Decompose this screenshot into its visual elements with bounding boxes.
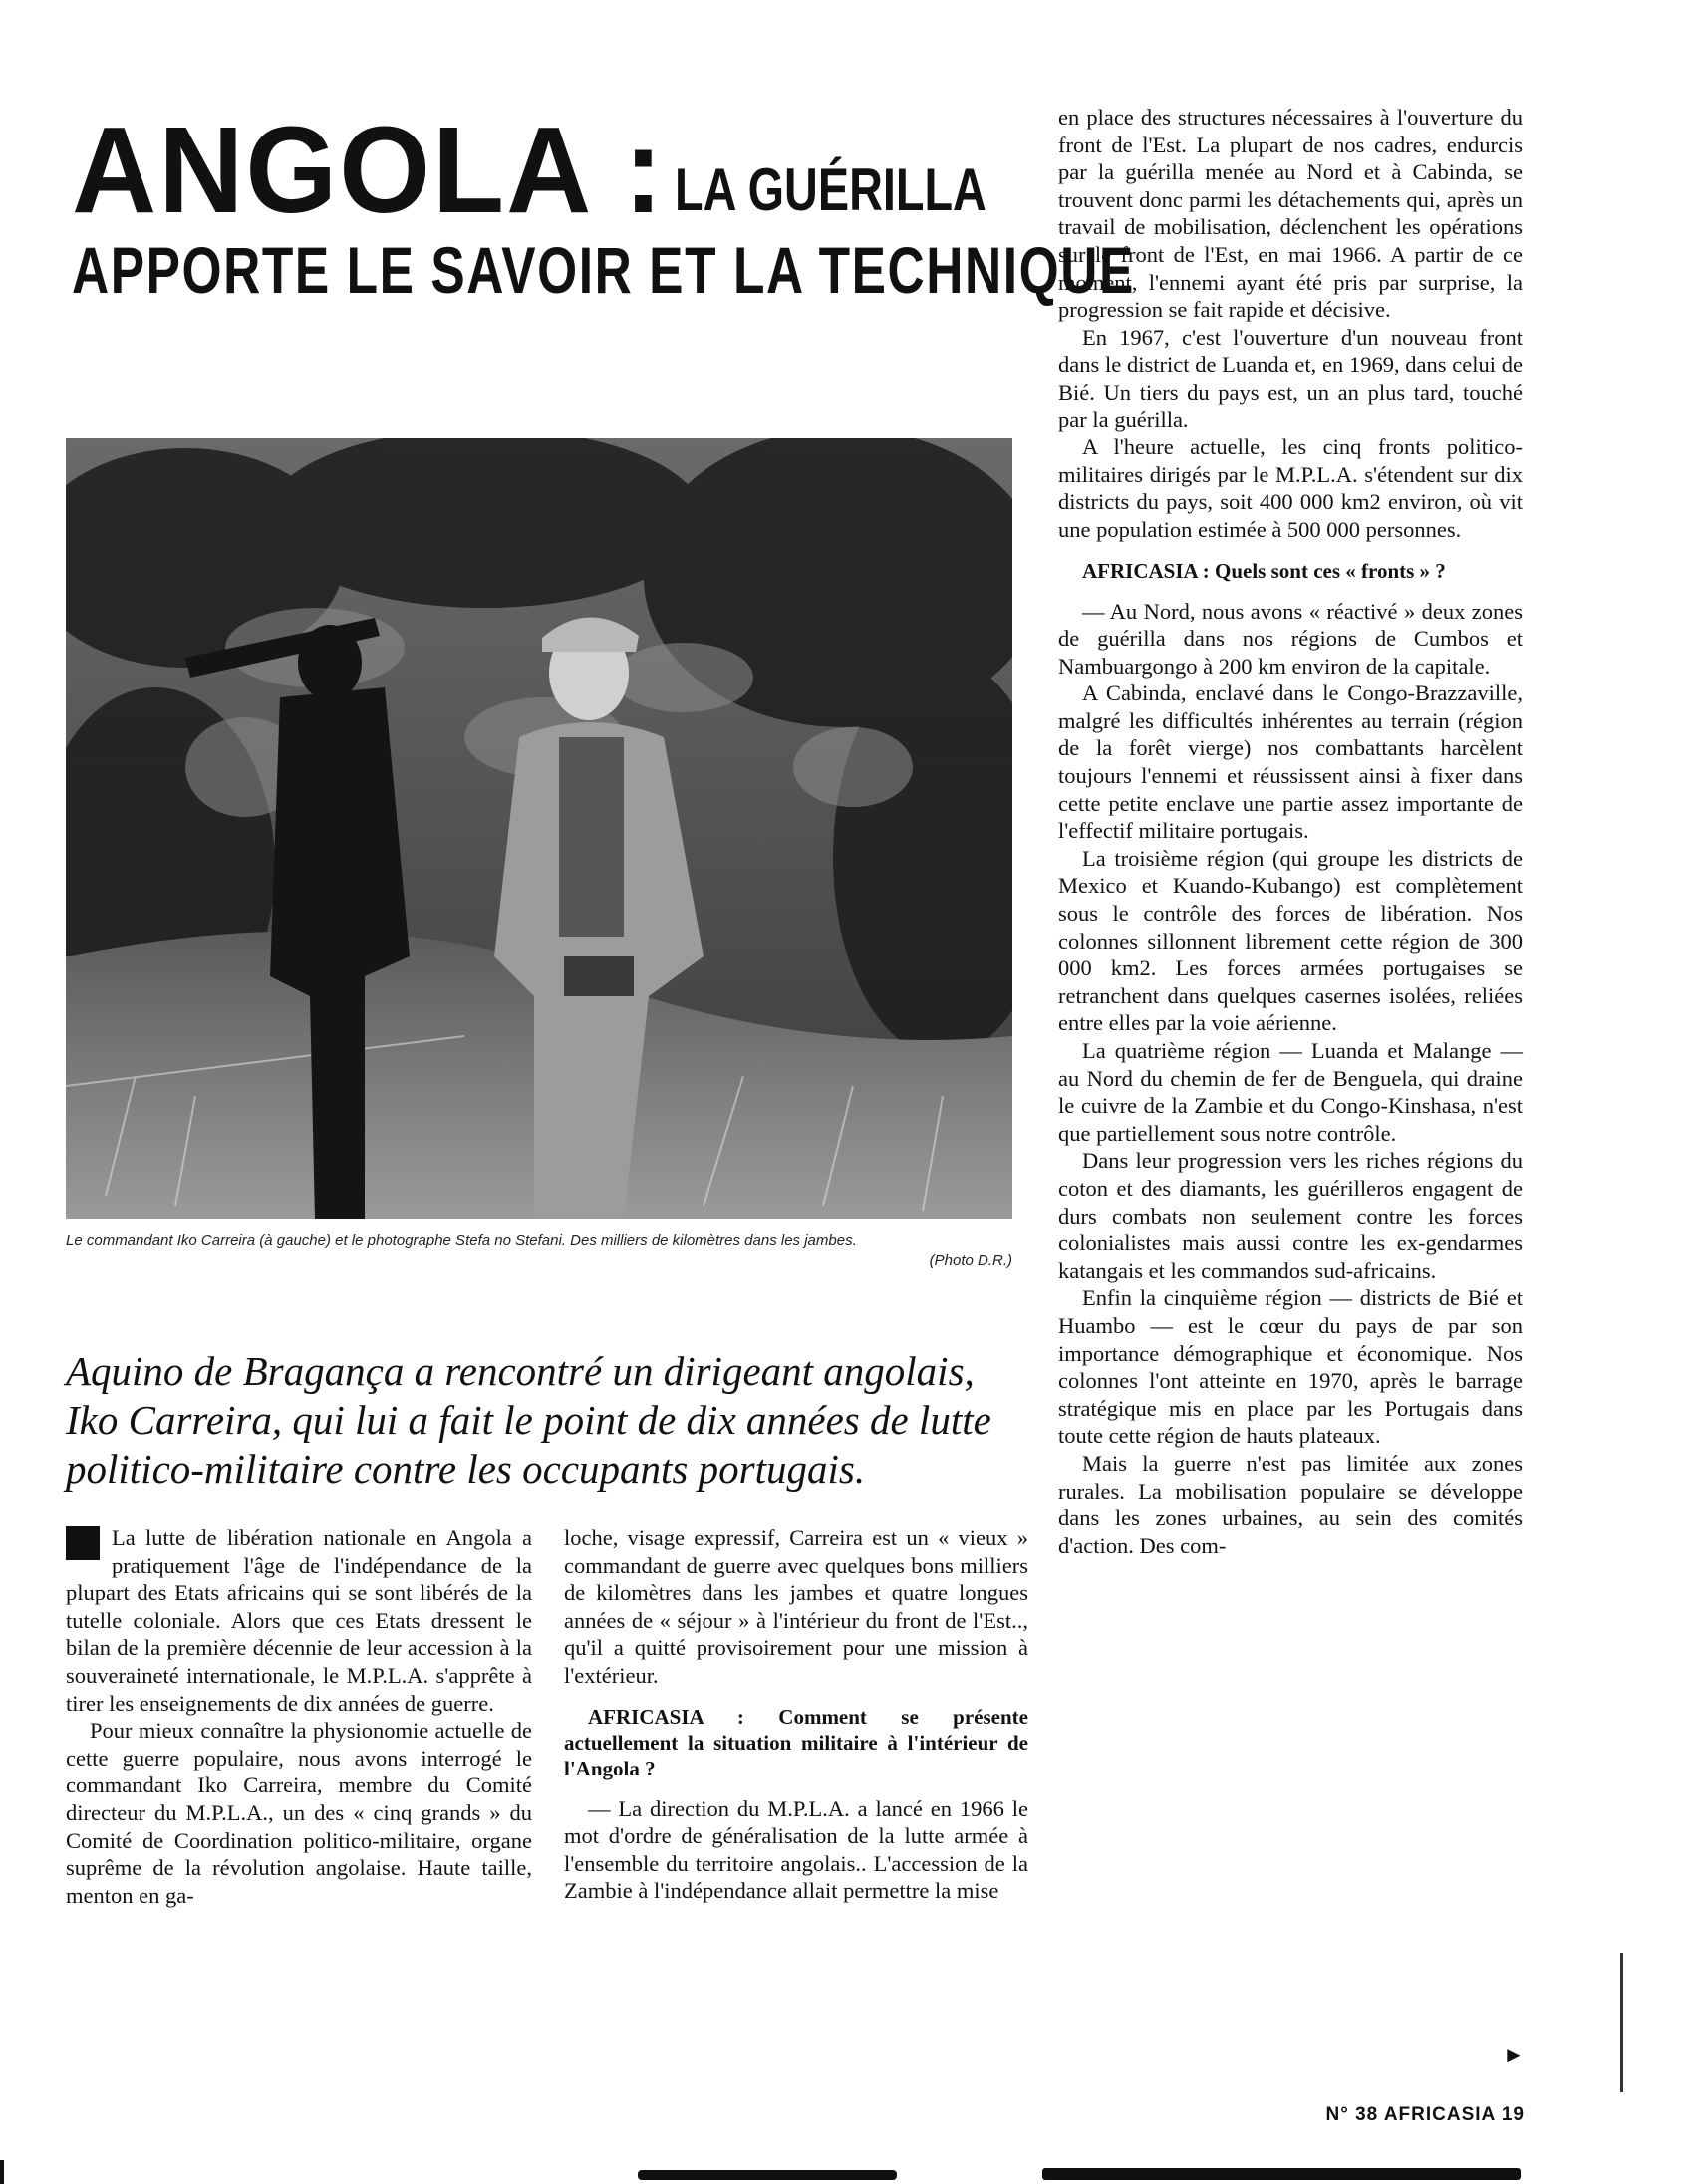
magazine-name: AFRICASIA bbox=[1383, 2104, 1496, 2125]
photo-illustration bbox=[66, 438, 1012, 1219]
headline-sub1: LA GUÉRILLA bbox=[675, 156, 987, 223]
continue-arrow-icon: ► bbox=[1503, 2043, 1525, 2067]
caption-text: Le commandant Iko Carreira (à gauche) et le photographe Stefa no Stefani. Des milliers de kilomètres dans les jambes. bbox=[66, 1232, 857, 1249]
paragraph: En 1967, c'est l'ouverture d'un nouveau front dans le district de Luanda et, en 1969, dans celui de Bié. Un tiers du pays est, un an plus tard, touché par la guérilla. bbox=[1058, 324, 1523, 432]
column-2 bbox=[564, 1524, 1028, 1905]
lead-paragraph: Aquino de Bragança a rencontré un dirigeant angolais, Iko Carreira, qui lui a fait le point de dix années de lutte politico-militaire contre les occupants portugais. bbox=[66, 1348, 991, 1492]
paragraph: A l'heure actuelle, les cinq fronts politico-militaires dirigés par le M.P.L.A. s'étendent sur dix districts du pays, soit 400 000 km2 environ, où vit une population estimée à 500 000 personnes. bbox=[1058, 434, 1523, 542]
photo bbox=[66, 438, 1012, 1219]
paragraph: Dans leur progression vers les riches régions du coton et des diamants, les guérilleros engagent de durs combats non seulement contre les forces colonialistes mais aussi contre les ex-gendarmes katangais et les commandos sud-africains. bbox=[1058, 1148, 1523, 1283]
interview-question: AFRICASIA : Quels sont ces « fronts » ? bbox=[1082, 558, 1446, 583]
paragraph: en place des structures nécessaires à l'ouverture du front de l'Est. La plupart de nos cadres, endurcis par la guérilla menée au Nord et à Cabinda, se trouvent donc parmi les détachements qui, après un travail de mobilisation, déclenchent les opérations sur le front de l'Est, en mai 1966. A partir de ce moment, l'ennemi ayant été pris par surprise, la progression se fait rapide et décisive. bbox=[1058, 105, 1523, 323]
photo-caption bbox=[66, 1231, 1012, 1269]
paragraph: — La direction du M.P.L.A. a lancé en 1966 le mot d'ordre de généralisation de la lutte armée à l'ensemble du territoire angolais.. L'accession de la Zambie à l'indépendance allait permettre la mise bbox=[564, 1795, 1028, 1904]
headline bbox=[72, 101, 1028, 240]
scan-bar bbox=[1042, 2168, 1521, 2180]
headline-main: ANGOLA : bbox=[72, 101, 665, 240]
photo-credit: (Photo D.R.) bbox=[929, 1252, 1012, 1269]
column-1 bbox=[66, 1524, 532, 1909]
column-3 bbox=[1058, 104, 1523, 1559]
paragraph: loche, visage expressif, Carreira est un « vieux » commandant de guerre avec quelques bons milliers de kilomètres dans les jambes et quatre longues années de « séjour » à l'intérieur du front de l'Est.., qu'il a quitté provisoirement pour une mission à l'extérieur. bbox=[564, 1525, 1028, 1688]
paragraph: A Cabinda, enclavé dans le Congo-Brazzaville, malgré les difficultés inhérentes au terrain (région de la forêt vierge) nos combattants harcèlent toujours l'ennemi et réussissent ainsi à fixer dans cette petite enclave une partie assez importante de l'effectif militaire portugais. bbox=[1058, 681, 1523, 844]
issue-number: N° 38 bbox=[1325, 2104, 1379, 2125]
scan-mark bbox=[1620, 1953, 1623, 2092]
paragraph: — Au Nord, nous avons « réactivé » deux zones de guérilla dans nos régions de Cumbos et Nambuargongo à 200 km environ de la capitale. bbox=[1058, 598, 1523, 679]
paragraph: La troisième région (qui groupe les districts de Mexico et Kuando-Kubango) est complètement sous le contrôle des forces de libération. Nos colonnes sillonnent librement cette région de 300 000 km2. Les forces armées portugaises se retranchent dans quelques casernes isolées, reliées entre elles par la voie aérienne. bbox=[1058, 845, 1523, 1036]
paragraph: La quatrième région — Luanda et Malange — au Nord du chemin de fer de Benguela, qui draine le cuivre de la Zambie et du Congo-Kinshasa, n'est que partiellement sous notre contrôle. bbox=[1058, 1038, 1523, 1146]
headline-sub2: APPORTE LE SAVOIR ET LA TECHNIQUE bbox=[72, 233, 1135, 307]
interview-question: AFRICASIA : Comment se présente actuellement la situation militaire à l'intérieur de l'Angola ? bbox=[564, 1704, 1028, 1780]
paragraph: Enfin la cinquième région — districts de Bié et Huambo — est le cœur du pays de par son importance démographique et économique. Nos colonnes l'ont atteinte en 1970, après le barrage stratégique mis en place par les Portugais dans toute cette région de hauts plateaux. bbox=[1058, 1285, 1523, 1449]
page-number: 19 bbox=[1501, 2104, 1525, 2125]
drop-square-icon bbox=[66, 1526, 100, 1560]
paragraph: Mais la guerre n'est pas limitée aux zones rurales. La mobilisation populaire se développe dans les zones urbaines, au sein des comités d'action. Des com- bbox=[1058, 1450, 1523, 1558]
scan-bar bbox=[638, 2170, 897, 2180]
scan-mark bbox=[0, 2160, 4, 2184]
paragraph: La lutte de libération nationale en Angola a pratiquement l'âge de l'indépendance de la plupart des Etats africains qui se sont libérés de la tutelle coloniale. Alors que ces Etats dressent le bilan de la première décennie de leur accession à la souveraineté internationale, le M.P.L.A. s'apprête à tirer les enseignements de dix années de guerre. bbox=[66, 1525, 532, 1716]
page-footer bbox=[1295, 2104, 1525, 2126]
paragraph: Pour mieux connaître la physionomie actuelle de cette guerre populaire, nous avons interrogé le commandant Iko Carreira, membre du Comité directeur du M.P.L.A., un des « cinq grands » du Comité de Coordination politico-militaire, organe suprême de la révolution angolaise. Haute taille, menton en ga- bbox=[66, 1718, 532, 1908]
